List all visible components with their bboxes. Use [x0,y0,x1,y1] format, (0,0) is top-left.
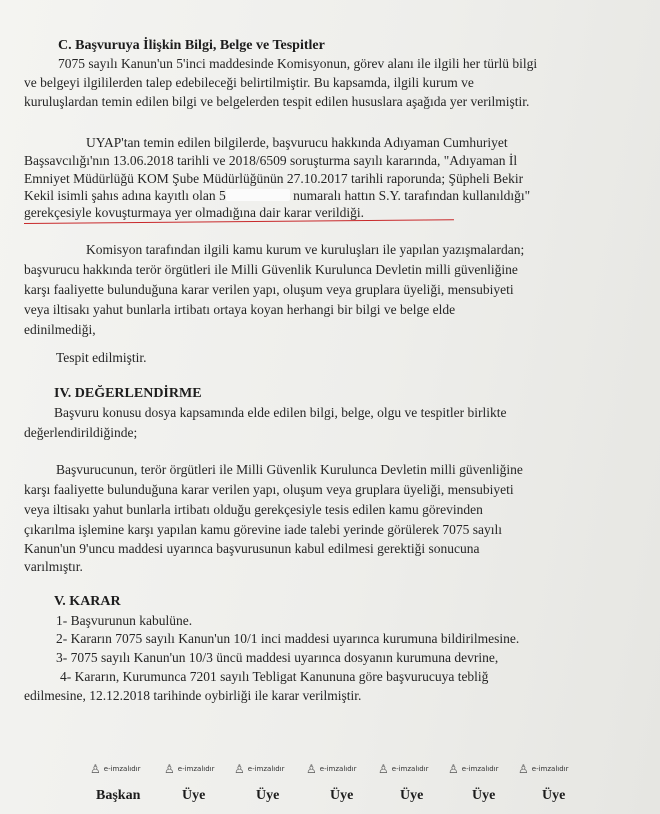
esign-stamp-6: ♙ e-imzalıdır [448,762,499,776]
person-icon: ♙ [90,762,101,776]
esign-stamp-5: ♙ e-imzalıdır [378,762,429,776]
member-title-uye: Üye [542,788,566,803]
person-icon: ♙ [234,762,245,776]
karar-item-2: 2- Kararın 7075 sayılı Kanun'un 10/1 inci maddesi uyarınca kurumuna bildirilmesine. [56,631,520,646]
esign-stamp-2: ♙ e-imzalıdır [164,762,215,776]
iv-para2-line-1: Başvurucunun, terör örgütleri ile Milli Güvenlik Kurulunca Devletin milli güvenliğine [56,462,523,477]
iv-para2-line-4: çıkarılma işlemine karşı yapılan kamu görevine iade talebi yerinde görülerek 7075 sayılı [24,522,502,537]
section-iv-title: IV. DEĞERLENDİRME [54,386,202,401]
uyap-line-2: Başsavcılığı'nın 13.06.2018 tarihli ve 2018/6509 soruşturma sayılı kararında, "Adıyaman İl [24,153,518,168]
karar-item-4: 4- Kararın, Kurumunca 7201 sayılı Tebligat Kanununa göre başvurucuya tebliğ [60,669,489,684]
person-icon: ♙ [378,762,389,776]
person-icon: ♙ [518,762,529,776]
section-c-line-2: ve belgeyi ilgililerden talep edebileceği belirtilmiştir. Bu kapsamda, ilgili kurum ve [24,75,474,90]
section-v-title: V. KARAR [54,594,121,609]
uyap-line-4 [24,188,530,204]
member-title-uye: Üye [182,788,206,803]
section-c-line-3: kuruluşlardan temin edilen bilgi ve belgelerden tespit edilen hususlara aşağıda yer verilmiştir. [24,94,530,109]
komisyon-line-3: karşı faaliyette bulunduğuna karar verilen yapı, oluşum veya gruplara üyeliği, mensubiyeti [24,282,514,297]
karar-item-4-cont: edilmesine, 12.12.2018 tarihinde oybirliği ile karar verilmiştir. [24,688,362,703]
uyap-line-4-after: numaralı hattın S.Y. tarafından kullanıldığı" [289,188,531,203]
person-icon: ♙ [306,762,317,776]
komisyon-line-5: edinilmediği, [24,322,96,337]
uyap-line-1: UYAP'tan temin edilen bilgilerde, başvurucu hakkında Adıyaman Cumhuriyet [86,135,508,150]
uyap-line-5: gerekçesiyle kovuşturmaya yer olmadığına dair karar verildiği. [24,205,364,220]
karar-item-1: 1- Başvurunun kabulüne. [56,613,193,628]
komisyon-line-2: başvurucu hakkında terör örgütleri ile Milli Güvenlik Kurulunca Devletin milli güvenliğine [24,262,518,277]
iv-para1-line-1: Başvuru konusu dosya kapsamında elde edilen bilgi, belge, olgu ve tespitler birlikte [54,405,507,420]
iv-para2-line-6: varılmıştır. [24,559,83,574]
komisyon-line-1: Komisyon tarafından ilgili kamu kurum ve kuruluşları ile yapılan yazışmalardan; [86,242,525,257]
member-title-uye: Üye [400,788,424,803]
iv-para2-line-5: Kanun'un 9'uncu maddesi uyarınca başvurusunun kabul edilmesi gerektiği sonucuna [24,541,480,556]
person-icon: ♙ [164,762,175,776]
member-title-baskan: Başkan [96,788,141,803]
section-c-title: C. Başvuruya İlişkin Bilgi, Belge ve Tespitler [58,38,325,53]
tespit-text: Tespit edilmiştir. [56,350,147,365]
member-title-uye: Üye [256,788,280,803]
iv-para2-line-3: veya iltisakı yahut bunlarla irtibatı olduğu gerekçesiyle tesis edilen kamu görevinden [24,502,483,517]
uyap-line-3: Emniyet Müdürlüğü KOM Şube Müdürlüğünün 27.10.2017 tarihli raporunda; Şüpheli Bekir [24,171,524,186]
komisyon-line-4: veya iltisakı yahut bunlarla irtibatı ortaya koyan herhangi bir bilgi ve belge elde [24,302,456,317]
esign-stamp-3: ♙ e-imzalıdır [234,762,285,776]
uyap-line-4-before: Kekil isimli şahıs adına kayıtlı olan 5 [24,188,226,203]
esign-stamp-4: ♙ e-imzalıdır [306,762,357,776]
person-icon: ♙ [448,762,459,776]
esign-stamp-7: ♙ e-imzalıdır [518,762,569,776]
esign-stamp-1: ♙ e-imzalıdır [90,762,141,776]
redaction-box [226,189,290,201]
member-title-uye: Üye [472,788,496,803]
section-c-line-1: 7075 sayılı Kanun'un 5'inci maddesinde Komisyonun, görev alanı ile ilgili her türlü bilgi [58,56,538,71]
member-title-uye: Üye [330,788,354,803]
iv-para1-line-2: değerlendirildiğinde; [24,425,138,440]
karar-item-3: 3- 7075 sayılı Kanun'un 10/3 üncü maddesi uyarınca dosyanın kurumuna devrine, [56,650,499,665]
iv-para2-line-2: karşı faaliyette bulunduğuna karar verilen yapı, oluşum veya gruplara üyeliği, mensubiyeti [24,482,514,497]
